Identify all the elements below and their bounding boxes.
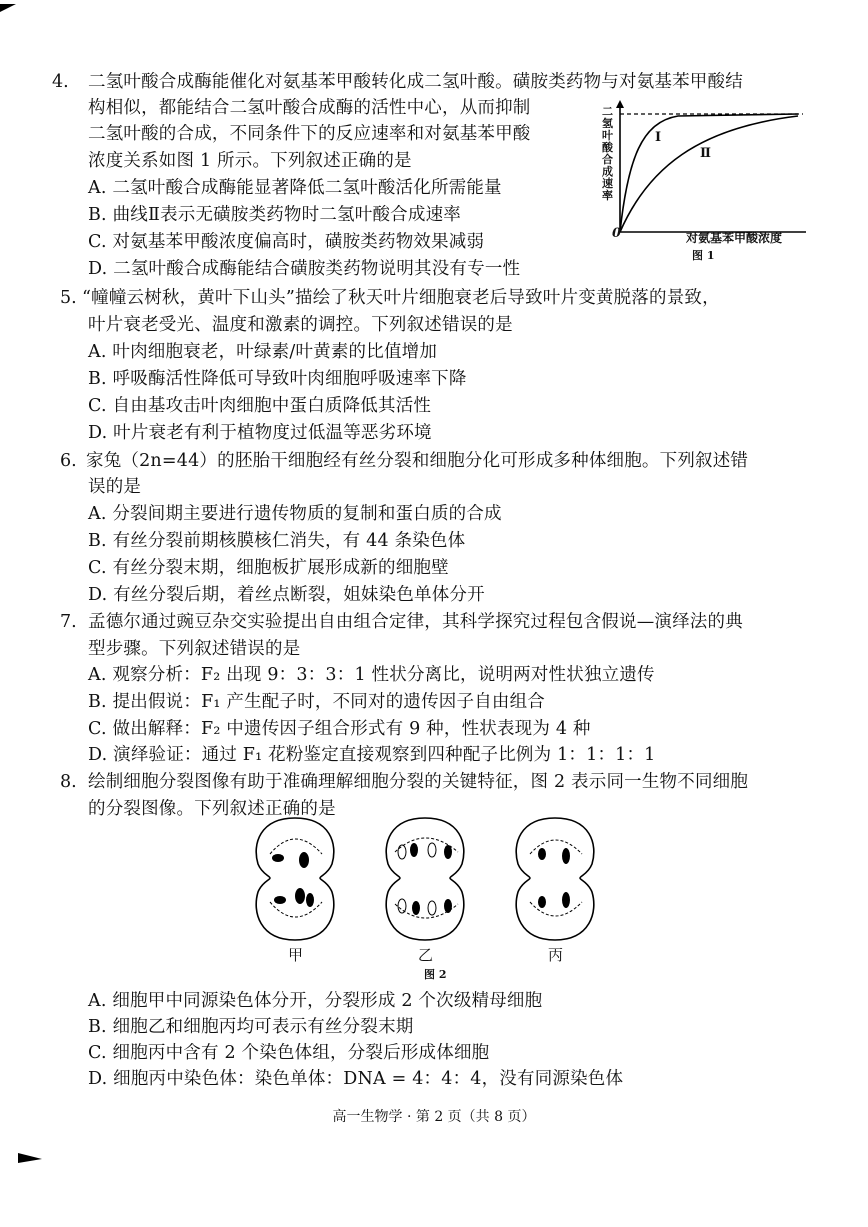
q6-option-d: D. 有丝分裂后期，着丝点断裂，姐妹染色单体分开	[88, 585, 485, 605]
q7-option-d: D. 演绎验证：通过 F₁ 花粉鉴定直接观察到四种配子比例为 1：1：1：1	[88, 745, 656, 765]
q5-option-c: C. 自由基攻击叶肉细胞中蛋白质降低其活性	[88, 396, 432, 416]
corner-mark-top	[0, 0, 20, 14]
q5-number: 5.	[60, 288, 77, 308]
q7-option-b: B. 提出假说：F₁ 产生配子时，不同对的遗传因子自由组合	[88, 692, 546, 712]
curve-2	[620, 116, 798, 232]
q8-option-b: B. 细胞乙和细胞丙均可表示有丝分裂末期	[88, 1017, 414, 1037]
figure-2-cells	[250, 814, 620, 944]
figure-1-ylabel: 二氢叶酸合成速率	[602, 105, 613, 202]
figure-2-label-bing: 丙	[548, 946, 564, 964]
q4-number: 4.	[52, 72, 69, 92]
q4-option-c: C. 对氨基苯甲酸浓度偏高时，磺胺类药物效果减弱	[88, 232, 485, 252]
q6-stem-line: 家兔（2n=44）的胚胎干细胞经有丝分裂和细胞分化可形成多种体细胞。下列叙述错	[86, 451, 749, 471]
q5-stem-line: “幢幢云树秋，黄叶下山头”描绘了秋天叶片细胞衰老后导致叶片变黄脱落的景致，	[82, 288, 720, 308]
figure-1-caption: 图 1	[692, 249, 715, 262]
corner-mark-bottom	[18, 1153, 44, 1165]
q5-option-a: A. 叶肉细胞衰老，叶绿素/叶黄素的比值增加	[88, 342, 438, 362]
q8-option-a: A. 细胞甲中同源染色体分开，分裂形成 2 个次级精母细胞	[88, 991, 543, 1011]
q5-option-b: B. 呼吸酶活性降低可导致叶肉细胞呼吸速率下降	[88, 369, 467, 389]
q7-stem-line: 型步骤。下列叙述错误的是	[88, 639, 301, 659]
q8-stem-line: 的分裂图像。下列叙述正确的是	[88, 799, 336, 819]
figure-1-graph	[598, 98, 813, 243]
curve-1	[620, 114, 798, 232]
q6-stem-line: 误的是	[88, 477, 142, 497]
q4-stem-line: 构相似，都能结合二氢叶酸合成酶的活性中心，从而抑制	[88, 98, 531, 118]
q5-option-d: D. 叶片衰老有利于植物度过低温等恶劣环境	[88, 423, 432, 443]
q7-stem-line: 孟德尔通过豌豆杂交实验提出自由组合定律，其科学探究过程包含假说—演绎法的典	[88, 612, 743, 632]
q6-number: 6.	[60, 451, 77, 471]
q4-option-b: B. 曲线Ⅱ表示无磺胺类药物时二氢叶酸合成速率	[88, 205, 461, 225]
q6-option-b: B. 有丝分裂前期核膜核仁消失，有 44 条染色体	[88, 531, 466, 551]
figure-1-curve-1-label: Ⅰ	[655, 130, 662, 145]
q4-stem-line: 二氢叶酸的合成，不同条件下的反应速率和对氨基苯甲酸	[88, 124, 531, 144]
q8-stem-line: 绘制细胞分裂图像有助于准确理解细胞分裂的关键特征，图 2 表示同一生物不同细胞	[88, 772, 749, 792]
figure-2-label-yi: 乙	[418, 946, 434, 964]
q8-option-d: D. 细胞丙中染色体：染色单体：DNA = 4：4：4，没有同源染色体	[88, 1069, 624, 1089]
figure-1-xlabel: 对氨基苯甲酸浓度	[686, 231, 783, 245]
q6-option-a: A. 分裂间期主要进行遗传物质的复制和蛋白质的合成	[88, 504, 502, 524]
cell-yi	[386, 818, 464, 940]
q6-option-c: C. 有丝分裂末期，细胞板扩展形成新的细胞壁	[88, 558, 449, 578]
figure-1-origin: 0	[612, 226, 622, 241]
q4-option-a: A. 二氢叶酸合成酶能显著降低二氢叶酸活化所需能量	[88, 178, 502, 198]
q4-option-d: D. 二氢叶酸合成酶能结合磺胺类药物说明其没有专一性	[88, 259, 521, 279]
cell-jia	[256, 818, 334, 940]
q7-option-c: C. 做出解释：F₂ 中遗传因子组合形式有 9 种，性状表现为 4 种	[88, 719, 591, 739]
cell-bing	[516, 818, 594, 940]
q4-stem-line: 浓度关系如图 1 所示。下列叙述正确的是	[88, 151, 412, 171]
page-footer: 高一生物学 · 第 2 页（共 8 页）	[332, 1109, 536, 1125]
figure-2-caption: 图 2	[424, 968, 447, 981]
q4-stem-line: 二氢叶酸合成酶能催化对氨基苯甲酸转化成二氢叶酸。磺胺类药物与对氨基苯甲酸结	[88, 72, 743, 92]
figure-1-curve-2-label: Ⅱ	[700, 146, 711, 161]
figure-2-label-jia: 甲	[288, 946, 304, 964]
q8-number: 8.	[60, 772, 77, 792]
q7-option-a: A. 观察分析：F₂ 出现 9：3：3：1 性状分离比，说明两对性状独立遗传	[88, 665, 655, 685]
q5-stem-line: 叶片衰老受光、温度和激素的调控。下列叙述错误的是	[88, 315, 513, 335]
q7-number: 7.	[60, 612, 77, 632]
q8-option-c: C. 细胞丙中含有 2 个染色体组，分裂后形成体细胞	[88, 1043, 490, 1063]
